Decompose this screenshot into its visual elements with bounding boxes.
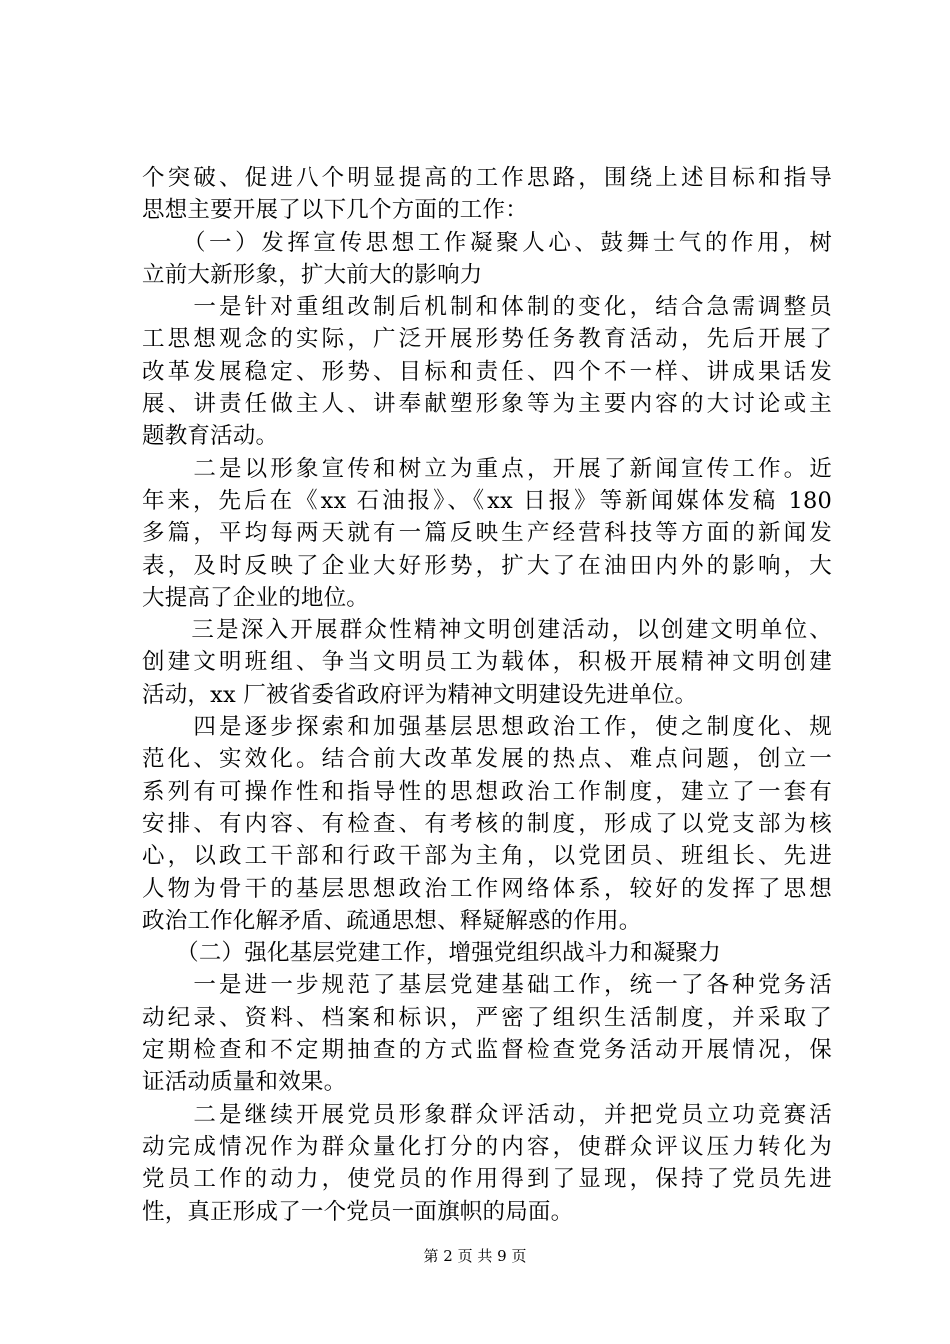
page-number: 第 2 页 共 9 页 bbox=[423, 1247, 527, 1265]
text-line: 多篇，平均每两天就有一篇反映生产经营科技等方面的新闻发 bbox=[142, 520, 832, 547]
text-line: 年来，先后在《xx 石油报》、《xx 日报》等新闻媒体发稿 180 bbox=[142, 487, 832, 514]
text-line: 创建文明班组、争当文明员工为载体，积极开展精神文明创建 bbox=[142, 649, 832, 676]
section-heading: （一）发挥宣传思想工作凝聚人心、鼓舞士气的作用，树 bbox=[142, 229, 832, 256]
text-line: 活动，xx 厂被省委省政府评为精神文明建设先进单位。 bbox=[142, 681, 698, 708]
text-line: 展、讲责任做主人、讲奉献塑形象等为主要内容的大讨论或主 bbox=[142, 391, 832, 418]
text-line: 大提高了企业的地位。 bbox=[142, 584, 370, 611]
text-line: 系列有可操作性和指导性的思想政治工作制度，建立了一套有 bbox=[142, 778, 832, 805]
text-line: 表，及时反映了企业大好形势，扩大了在油田内外的影响，大 bbox=[142, 552, 832, 579]
text-line: 三是深入开展群众性精神文明创建活动，以创建文明单位、 bbox=[142, 617, 832, 644]
text-line: 政治工作化解矛盾、疏通思想、释疑解惑的作用。 bbox=[142, 907, 642, 934]
text-line: 二是继续开展党员形象群众评活动，并把党员立功竞赛活 bbox=[142, 1101, 832, 1128]
text-line: 一是针对重组改制后机制和体制的变化，结合急需调整员 bbox=[142, 294, 832, 321]
text-line: 动纪录、资料、档案和标识，严密了组织生活制度，并采取了 bbox=[142, 1004, 832, 1031]
document-body bbox=[142, 162, 832, 1228]
text-line: 改革发展稳定、形势、目标和责任、四个不一样、讲成果话发 bbox=[142, 358, 832, 385]
text-line: 党员工作的动力，使党员的作用得到了显现，保持了党员先进 bbox=[142, 1166, 832, 1193]
text-line: 二是以形象宣传和树立为重点，开展了新闻宣传工作。近 bbox=[142, 455, 832, 482]
text-line: 安排、有内容、有检查、有考核的制度，形成了以党支部为核 bbox=[142, 810, 832, 837]
text-line: 动完成情况作为群众量化打分的内容，使群众评议压力转化为 bbox=[142, 1133, 832, 1160]
text-line: 性，真正形成了一个党员一面旗帜的局面。 bbox=[142, 1198, 574, 1225]
text-line: 题教育活动。 bbox=[142, 423, 279, 450]
text-line: 定期检查和不定期抽查的方式监督检查党务活动开展情况，保 bbox=[142, 1037, 832, 1064]
text-line: 工思想观念的实际，广泛开展形势任务教育活动，先后开展了 bbox=[142, 326, 832, 353]
text-line: 证活动质量和效果。 bbox=[142, 1069, 347, 1096]
text-line: 范化、实效化。结合前大改革发展的热点、难点问题，创立一 bbox=[142, 746, 832, 773]
section-heading: （二）强化基层党建工作，增强党组织战斗力和凝聚力 bbox=[142, 940, 721, 967]
text-line: 个突破、促进八个明显提高的工作思路，围绕上述目标和指导 bbox=[142, 165, 832, 191]
text-line: 心，以政工干部和行政干部为主角，以党团员、班组长、先进 bbox=[142, 843, 832, 870]
section-heading: 立前大新形象，扩大前大的影响力 bbox=[142, 261, 483, 288]
page-footer bbox=[0, 1246, 950, 1266]
text-line: 思想主要开展了以下几个方面的工作： bbox=[142, 197, 528, 224]
text-line: 一是进一步规范了基层党建基础工作，统一了各种党务活 bbox=[142, 972, 832, 999]
text-line: 四是逐步探索和加强基层思想政治工作，使之制度化、规 bbox=[142, 714, 832, 741]
text-line: 人物为骨干的基层思想政治工作网络体系，较好的发挥了思想 bbox=[142, 875, 832, 902]
